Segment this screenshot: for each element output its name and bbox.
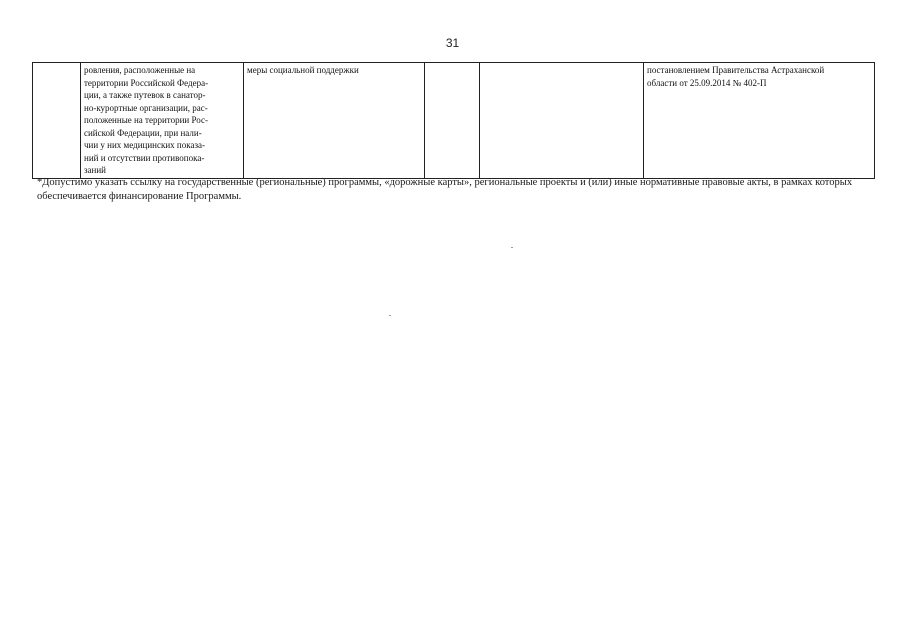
table-cell-description	[81, 63, 244, 179]
scan-speck	[389, 315, 391, 316]
measure-type-text: меры социальной поддержки	[247, 65, 359, 75]
table-cell-empty-1	[33, 63, 81, 179]
table-cell-empty-5	[480, 63, 644, 179]
page-number: 31	[445, 36, 460, 50]
support-measures-table	[32, 62, 875, 179]
footnote: *Допустимо указать ссылку на государственные (региональные) программы, «дорожные карты», региональные проекты и (или) иные нормативные правовые акты, в рамках которых обеспечивается финансирование Программы.	[37, 177, 853, 202]
table-cell-empty-4	[425, 63, 480, 179]
table-row	[33, 63, 875, 179]
table-cell-measure-type	[244, 63, 425, 179]
table-cell-legal-basis	[644, 63, 875, 179]
legal-basis-text: постановлением Правительства Астраханской области от 25.09.2014 № 402-П	[647, 65, 825, 88]
scan-speck	[511, 247, 513, 248]
description-text: ровления, расположенные на территории Российской Федера- ции, а также путевок в санатор- но-курортные организации, рас- положенные на территории Рос- сийской Федерации, при нали- чии у них медицинских показа- ний и отсутствии противопока- заний	[84, 65, 209, 175]
